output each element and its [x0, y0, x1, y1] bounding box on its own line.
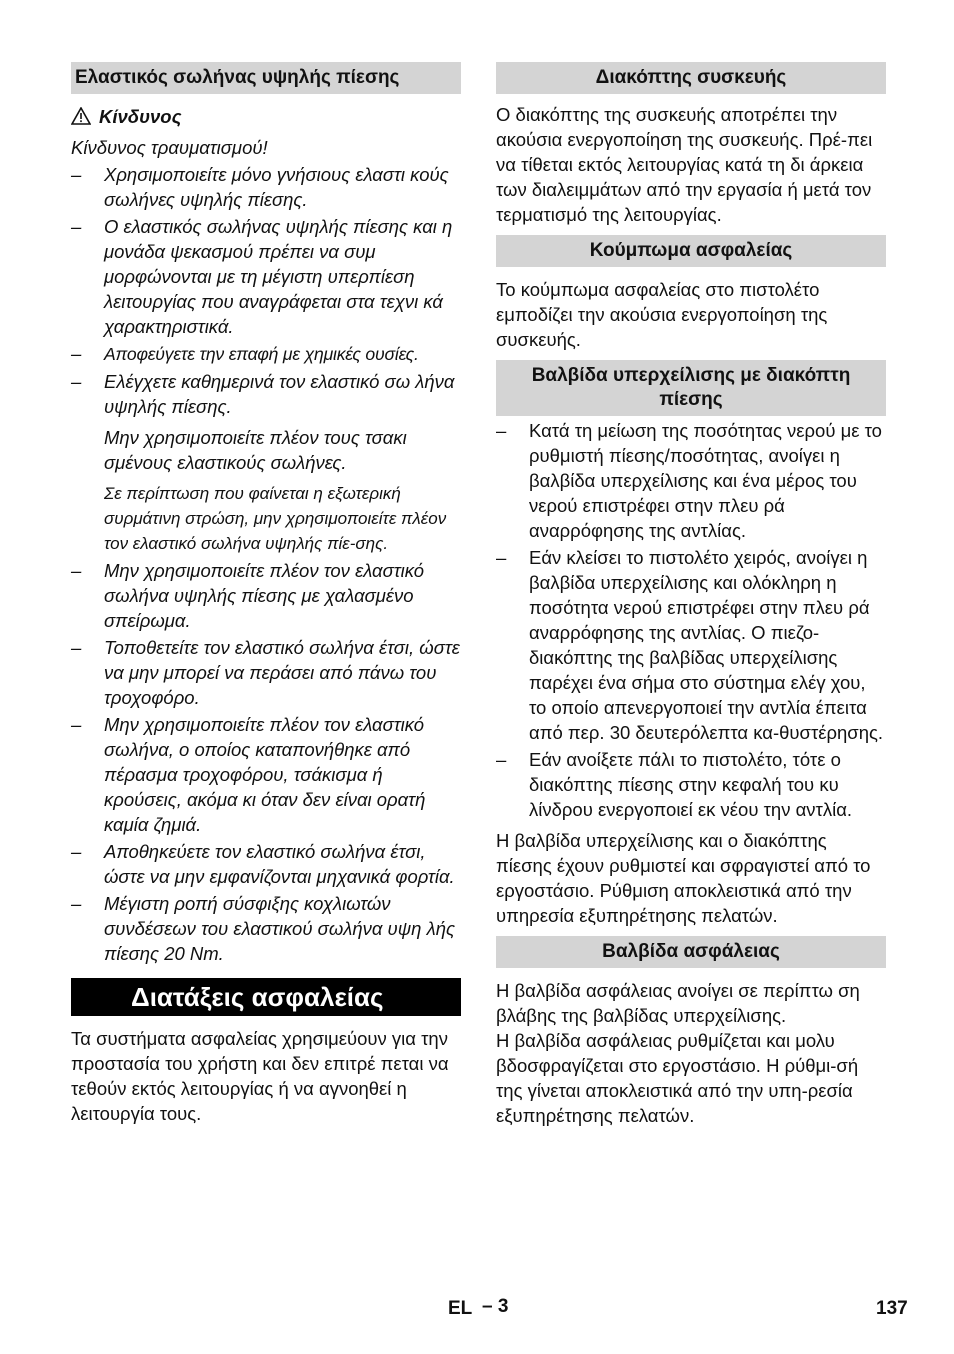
safety-devices-text: Τα συστήματα ασφαλείας χρησιμεύουν για την προστασία του χρήστη και δεν επιτρέ πεται να τεθούν εκτός λειτουργίας ή να αγνοηθεί η λειτουργία τους.: [71, 1028, 449, 1124]
left-column: [71, 62, 461, 1126]
section-heading-high-pressure-hose: Ελαστικός σωλήνας υψηλής πίεσης: [71, 62, 461, 94]
list-item: – Κατά τη μείωση της ποσότητας νερού με το ρυθμιστή πίεσης/ποσότητας, ανοίγει η βαλβίδα υπερχείλισης και ένα μέρος του νερού επιστρέφει στην πλευ ρά αναρρόφησης της αντλίας.: [496, 420, 882, 541]
overflow-valve-list: [496, 418, 886, 822]
danger-intro: Κίνδυνος τραυματισμού!: [71, 137, 268, 158]
warning-triangle-icon: [71, 107, 91, 125]
list-item: – Αποθηκεύετε τον ελαστικό σωλήνα έτσι, ώστε να μην εμφανίζονται μηχανικά φορτία.: [71, 841, 455, 887]
danger-label: Κίνδυνος: [99, 106, 182, 127]
list-item: – Τοποθετείτε τον ελαστικό σωλήνα έτσι, ώστε να μην μπορεί να περάσει από πάνω του τροχοφόρο.: [71, 637, 460, 708]
list-item: – Ελέγχετε καθημερινά τον ελαστικό σω λήνα υψηλής πίεσης.: [71, 371, 455, 417]
danger-notice: [71, 104, 461, 129]
hose-rules-list-2: [71, 558, 461, 966]
list-item: – Εάν ανοίξετε πάλι το πιστολέτο, τότε ο διακόπτης πίεσης στην κεφαλή του κυ λίνδρου ενεργοποιεί εκ νέου την αντλία.: [496, 749, 853, 820]
list-item: – Μην χρησιμοποιείτε πλέον τον ελαστικό σωλήνα, ο οποίος καταπονήθηκε από πέρασμα τροχοφόρου, τσάκισμα ή κρούσεις, ακόμα κι όταν δεν είναι ορατή καμία ζημιά.: [71, 714, 426, 835]
sub-note-wire-layer: Σε περίπτωση που φαίνεται η εξωτερική συρμάτινη στρώση, μην χρησιμοποιείτε πλέον τον ελαστικό σωλήνα υψηλής πίε-σης.: [104, 484, 447, 553]
list-item: – Ο ελαστικός σωλήνας υψηλής πίεσης και η μονάδα ψεκασμού πρέπει να συμ μορφώνονται με τη μέγιστη υπερπίεση λειτουργίας που αναγράφεται στα τεχνι κά χαρακτηριστικά.: [71, 216, 453, 337]
hose-rules-list: [71, 162, 461, 419]
device-switch-text: Ο διακόπτης της συσκευής αποτρέπει την ακούσια ενεργοποίηση της συσκευής. Πρέ-πει να τίθεται εκτός λειτουργίας κατά τη δι άρκεια των διαλειμμάτων από την εργασία ή μετά τον τερματισμό της λειτουργίας.: [496, 104, 873, 225]
list-item: – Μην χρησιμοποιείτε πλέον τον ελαστικό σωλήνα υψηλής πίεσης με χαλασμένο σπείρωμα.: [71, 560, 425, 631]
section-heading-overflow-valve: Βαλβίδα υπερχείλισης με διακόπτη πίεσης: [496, 360, 886, 416]
sub-note-damaged-hoses: Μην χρησιμοποιείτε πλέον τους τσακι σμένους ελαστικούς σωλήνες.: [104, 427, 407, 473]
list-item: – Χρησιμοποιείτε μόνο γνήσιους ελαστι κούς σωλήνες υψηλής πίεσης.: [71, 164, 449, 210]
safety-catch-text: Το κούμπωμα ασφαλείας στο πιστολέτο εμποδίζει την ακούσια ενεργοποίηση της συσκευής.: [496, 279, 828, 350]
footer-section-page: – 3: [482, 1296, 509, 1317]
section-heading-safety-valve: Βαλβίδα ασφάλειας: [496, 936, 886, 968]
safety-valve-text-2: Η βαλβίδα ασφάλειας ρυθμίζεται και μολυ βδοσφραγίζεται στο εργοστάσιο. Η ρύθμι-σή της γίνεται αποκλειστικά από την υπη-ρεσία εξυπηρέτησης πελατών.: [496, 1030, 859, 1126]
chapter-heading-safety-devices: Διατάξεις ασφαλείας: [71, 978, 461, 1016]
list-item: – Μέγιστη ροπή σύσφιξης κοχλιωτών συνδέσεων του ελαστικού σωλήνα υψη λής πίεσης 20 Nm.: [71, 893, 455, 964]
footer-language: EL: [448, 1298, 473, 1319]
section-heading-safety-catch: Κούμπωμα ασφαλείας: [496, 235, 886, 267]
section-heading-device-switch: Διακόπτης συσκευής: [496, 62, 886, 94]
list-item: – Εάν κλείσει το πιστολέτο χειρός, ανοίγει η βαλβίδα υπερχείλισης και ολόκληρη η ποσότητα νερού επιστρέφει στην πλευ ρά αναρρόφησης της αντλίας. Ο πιεζο-διακόπτης της βαλβίδας υπερχείλισης παρέχει ένα σήμα στο σύστημα ελέγ χου, το οποίο απενεργοποιεί την αντλία έπειτα από περ. 30 δευτερόλεπτα κα-θυστέρησης.: [496, 547, 884, 743]
safety-valve-text-1: Η βαλβίδα ασφάλειας ανοίγει σε περίπτω ση βλάβης της βαλβίδας υπερχείλισης.: [496, 980, 860, 1026]
footer-page-number: 137: [876, 1298, 908, 1319]
right-column: [496, 62, 886, 1128]
list-item: – Αποφεύγετε την επαφή με χημικές ουσίες.: [71, 343, 419, 364]
overflow-valve-text: Η βαλβίδα υπερχείλισης και ο διακόπτης πίεσης έχουν ρυθμιστεί και σφραγιστεί από το εργοστάσιο. Ρύθμιση αποκλειστικά από την υπηρεσία εξυπηρέτησης πελατών.: [496, 830, 871, 926]
